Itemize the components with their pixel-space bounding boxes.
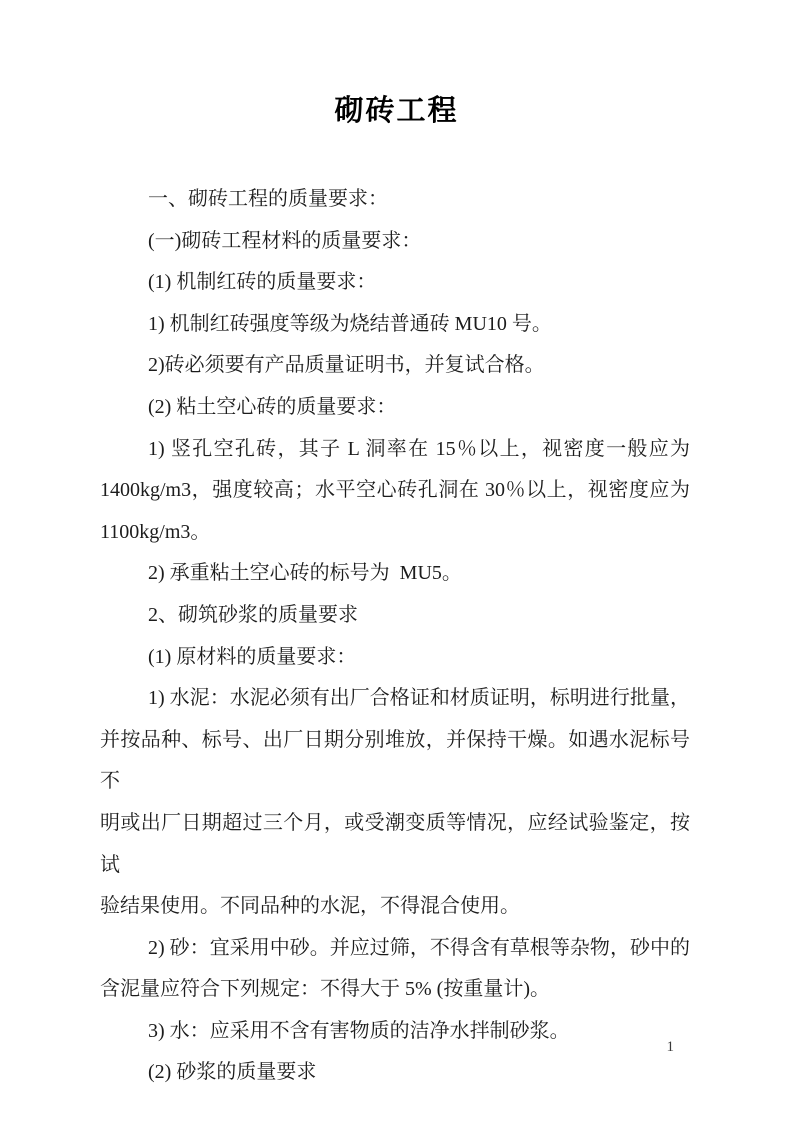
text-line: 2) 砂：宜采用中砂。并应过筛，不得含有草根等杂物，砂中的 <box>148 936 690 959</box>
text-line: (2) 砂浆的质量要求 <box>148 1061 317 1084</box>
paragraph <box>100 678 690 928</box>
paragraph <box>100 553 690 595</box>
paragraph <box>100 928 690 1011</box>
paragraph <box>100 179 690 221</box>
paragraph <box>100 637 690 679</box>
text-line: 2) 承重粘土空心砖的标号为 MU5。 <box>148 562 462 585</box>
text-line: 一、砌砖工程的质量要求： <box>148 188 388 210</box>
paragraph <box>100 345 690 387</box>
document-body <box>100 179 690 1094</box>
text-line: 3) 水：应采用不含有害物质的洁净水拌制砂浆。 <box>148 1019 570 1042</box>
text-line: 2)砖必须要有产品质量证明书，并复试合格。 <box>148 354 545 377</box>
text-line: 含泥量应符合下列规定：不得大于 5% (按重量计)。 <box>100 978 550 1001</box>
text-line: 并按品种、标号、出厂日期分别堆放，并保持干燥。如遇水泥标号不 <box>100 728 690 793</box>
text-line: (1) 机制红砖的质量要求： <box>148 271 377 294</box>
page-number: 1 <box>666 1039 674 1055</box>
paragraph <box>100 429 690 554</box>
text-line: (2) 粘土空心砖的质量要求： <box>148 395 397 418</box>
paragraph <box>100 595 690 637</box>
paragraph <box>100 221 690 263</box>
text-line: 1) 水泥：水泥必须有出厂合格证和材质证明，标明进行批量， <box>148 687 690 710</box>
text-line: 1400kg/m3，强度较高；水平空心砖孔洞在 30％以上，视密度应为 <box>100 479 690 502</box>
text-line: (一)砌砖工程材料的质量要求： <box>148 229 422 252</box>
text-line: 验结果使用。不同品种的水泥，不得混合使用。 <box>100 895 520 918</box>
text-line: 明或出厂日期超过三个月，或受潮变质等情况，应经试验鉴定，按试 <box>100 811 690 876</box>
text-line: 1) 机制红砖强度等级为烧结普通砖 MU10 号。 <box>148 312 552 335</box>
paragraph <box>100 304 690 346</box>
paragraph <box>100 1052 690 1094</box>
text-line: (1) 原材料的质量要求： <box>148 645 357 668</box>
text-line: 2、砌筑砂浆的质量要求 <box>148 603 358 626</box>
text-line: 1100kg/m3。 <box>100 520 211 543</box>
text-line: 1) 竖孔空孔砖，其子 L 洞率在 15％以上，视密度一般应为 <box>148 437 690 460</box>
paragraph <box>100 1011 690 1053</box>
paragraph <box>100 262 690 304</box>
document-title: 砌砖工程 <box>334 95 459 127</box>
paragraph <box>100 387 690 429</box>
